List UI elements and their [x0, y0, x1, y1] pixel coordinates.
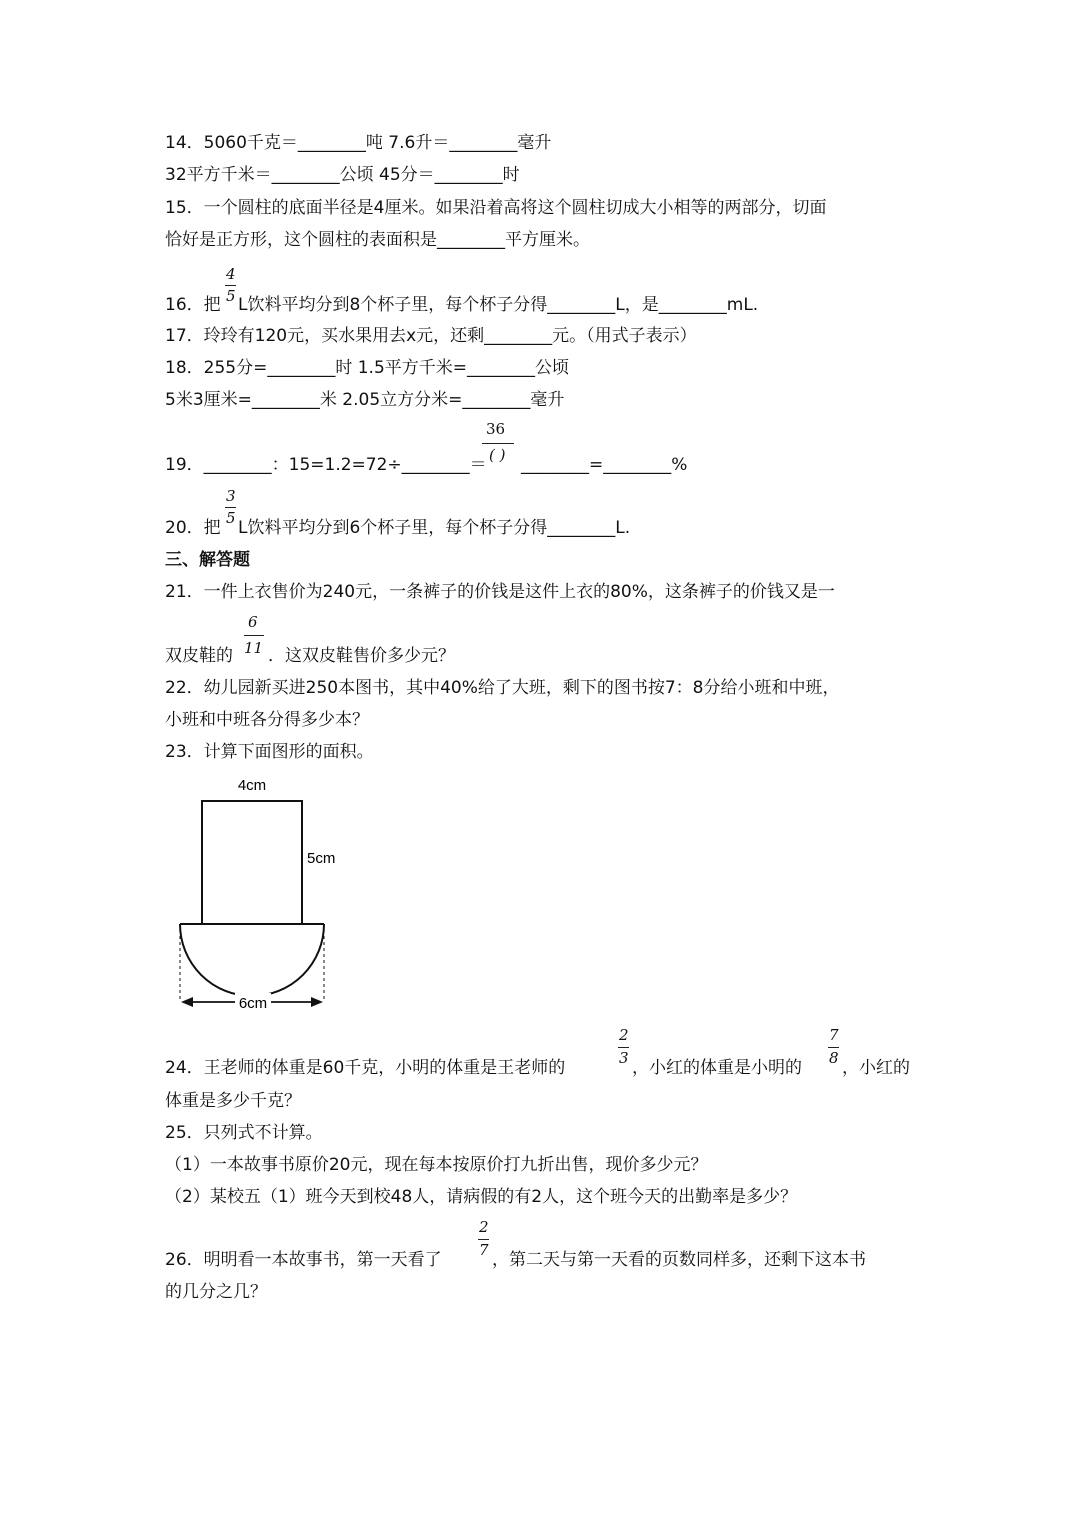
fraction-26-denominator: 7: [479, 1241, 489, 1259]
fraction-26-numerator: 2: [479, 1218, 489, 1236]
fraction-24a-denominator: 3: [619, 1049, 629, 1067]
fraction-20-denominator: 5: [226, 509, 236, 527]
question-20-prefix: 20．把: [165, 518, 221, 538]
question-23: 23．计算下面图形的面积。: [165, 742, 374, 762]
question-15-line-2: 恰好是正方形，这个圆柱的表面积是________平方厘米。: [165, 230, 590, 250]
question-14-line-1: 14．5060千克＝________吨 7.6升＝________毫升: [165, 133, 552, 153]
question-20-text: L饮料平均分到6个杯子里，每个杯子分得________L.: [238, 518, 631, 538]
question-21-line-1: 21．一件上衣售价为240元，一条裤子的价钱是这件上衣的80%，这条裤子的价钱又是一: [165, 582, 835, 602]
fraction-16-bar: [225, 285, 236, 286]
question-21-suffix: ．这双皮鞋售价多少元？: [268, 646, 455, 666]
question-16-prefix: 16．把: [165, 295, 221, 315]
fraction-26-bar: [478, 1239, 489, 1240]
question-19-suffix: ________=________%: [521, 455, 688, 475]
question-25: 25．只列式不计算。: [165, 1123, 323, 1143]
fraction-16-denominator: 5: [226, 287, 236, 305]
question-21-prefix: 双皮鞋的: [165, 646, 233, 666]
fraction-19-numerator: 36: [486, 420, 506, 438]
question-22-line-1: 22．幼儿园新买进250本图书，其中40%给了大班，剩下的图书按7：8分给小班和中班，: [165, 678, 840, 698]
question-26-prefix: 26．明明看一本故事书，第一天看了: [165, 1250, 442, 1270]
section-heading: 三、解答题: [165, 550, 250, 570]
question-22-line-2: 小班和中班各分得多少本？: [165, 710, 369, 730]
fraction-24a-numerator: 2: [619, 1026, 629, 1044]
question-15-line-1: 15．一个圆柱的底面半径是4厘米。如果沿着高将这个圆柱切成大小相等的两部分，切面: [165, 198, 827, 218]
question-24-suffix: ，小红的: [842, 1058, 910, 1078]
fraction-16-numerator: 4: [226, 265, 236, 283]
question-14-line-2: 32平方千米＝________公顷 45分＝________时: [165, 165, 520, 185]
fraction-20-bar: [225, 507, 236, 508]
fraction-21-denominator: 11: [244, 639, 264, 657]
fraction-24b-denominator: 8: [829, 1049, 839, 1067]
figure-arrow-left: [181, 997, 193, 1007]
figure-diameter-label: 6cm: [238, 995, 268, 1012]
figure-semicircle-arc: [180, 924, 324, 996]
figure-rectangle: [202, 801, 302, 924]
question-24-prefix: 24．王老师的体重是60千克，小明的体重是王老师的: [165, 1058, 566, 1078]
question-25-part-2: （2）某校五（1）班今天到校48人，请病假的有2人，这个班今天的出勤率是多少？: [165, 1187, 798, 1207]
fraction-21-numerator: 6: [248, 613, 258, 631]
fraction-19-bar: [482, 443, 514, 444]
fraction-21-bar: [244, 635, 264, 636]
fraction-24b-bar: [828, 1047, 839, 1048]
question-26-line-2: 的几分之几？: [165, 1282, 267, 1302]
question-18-line-1: 18．255分=________时 1.5平方千米=________公顷: [165, 358, 570, 378]
figure-top-width-label: 4cm: [237, 777, 267, 794]
question-24-middle: ，小红的体重是小明的: [632, 1058, 802, 1078]
fraction-24b-numerator: 7: [829, 1026, 839, 1044]
question-19-prefix: 19．________：15=1.2=72÷________＝: [165, 455, 487, 475]
question-17: 17．玲玲有120元，买水果用去x元，还剩________元。（用式子表示）: [165, 326, 697, 346]
figure-arrow-right: [311, 997, 323, 1007]
question-26-suffix: ，第二天与第一天看的页数同样多，还剩下这本书: [492, 1250, 866, 1270]
question-24-line-2: 体重是多少千克？: [165, 1091, 301, 1111]
area-figure: [165, 770, 365, 1030]
fraction-19-denominator: ( ): [489, 446, 506, 464]
question-16-text: L饮料平均分到8个杯子里，每个杯子分得________L，是________mL.: [238, 295, 759, 315]
fraction-20-numerator: 3: [226, 487, 236, 505]
figure-height-label: 5cm: [307, 850, 336, 867]
question-18-line-2: 5米3厘米=________米 2.05立方分米=________毫升: [165, 390, 565, 410]
fraction-24a-bar: [618, 1047, 629, 1048]
question-25-part-1: （1）一本故事书原价20元，现在每本按原价打九折出售，现价多少元？: [165, 1155, 708, 1175]
